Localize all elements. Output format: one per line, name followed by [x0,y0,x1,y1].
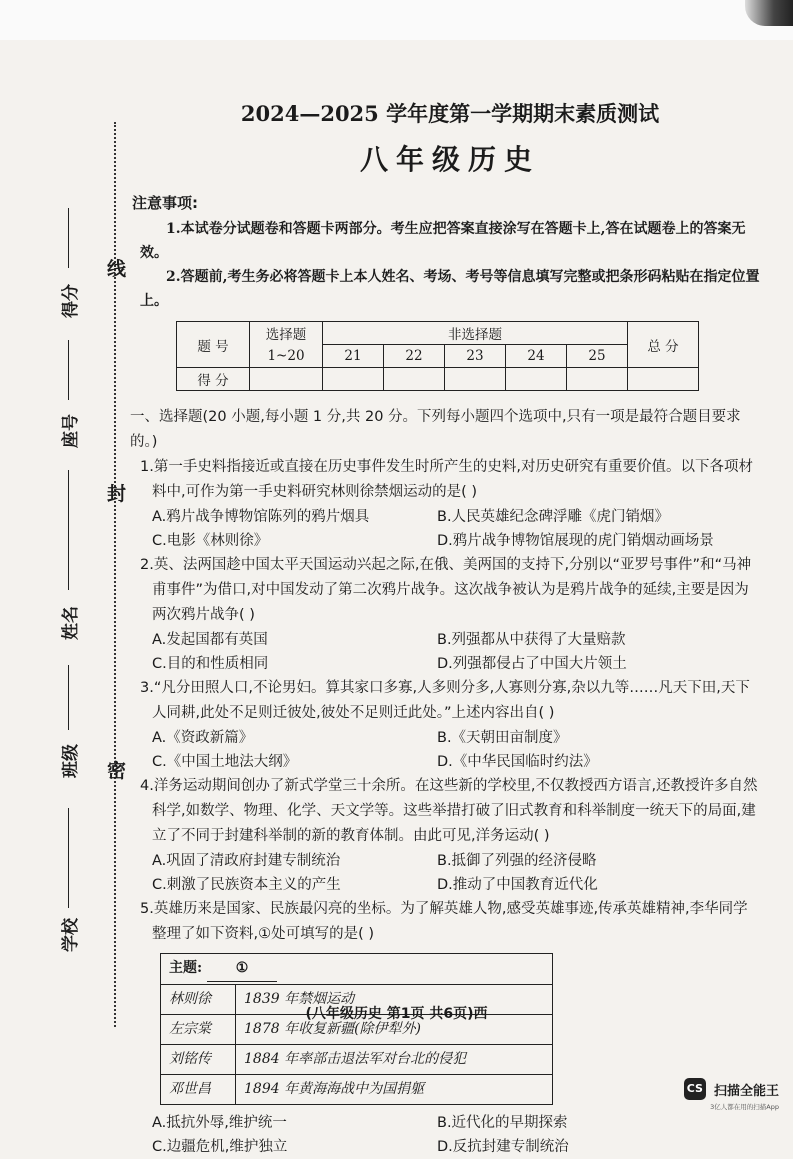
score-col-choice-range: 1~20 [250,345,323,368]
page-footer: (八年级历史 第1页 共6页)西 [305,1006,488,1022]
score-col-choice: 选择题 [250,322,323,345]
score-col-25: 25 [567,345,628,368]
question-stem: 3.“凡分田照人口,不论男妇。算其家口多寡,人多则分多,人寡则分寡,杂以九等……凡天下田,天下人同耕,此处不足则迁彼处,彼处不足则迁此处。”上述内容出自( ) [140,680,750,721]
seal-char-feng: 封 [107,483,127,505]
top-margin [0,0,793,40]
option-d[interactable]: D.《中华民国临时约法》 [437,754,598,770]
score-row-label: 得 分 [177,368,250,391]
scanner-name: 扫描全能王 [713,1083,779,1099]
option-c[interactable]: C.电影《林则徐》 [152,533,269,549]
seat-blank [68,340,69,400]
subject-title: 八年级历史 [359,143,540,176]
score-col-21: 21 [323,345,384,368]
note-item-1: 1.本试卷分试题卷和答题卡两部分。考生应把答案直接涂写在答题卡上,答在试题卷上的答案无效。 [140,221,746,261]
option-c[interactable]: C.目的和性质相同 [152,656,269,672]
option-d[interactable]: D.列强都侵占了中国大片领土 [437,656,627,672]
option-c[interactable]: C.边疆危机,维护独立 [152,1139,288,1155]
note-item-2: 2.答题前,考生务必将答题卡上本人姓名、考场、考号等信息填写完整或把条形码粘贴在指定位置上。 [140,269,760,309]
score-cell-21[interactable] [323,368,384,391]
scanner-logo-icon: CS [684,1078,706,1100]
hero-table [160,953,553,1105]
hero-theme-row [161,954,553,985]
sidebar-label-score: 得分 [61,284,81,318]
option-b[interactable]: B.近代化的早期探索 [437,1115,568,1131]
score-cell-23[interactable] [445,368,506,391]
score-col-23: 23 [445,345,506,368]
hero-event: 1894 年黄海海战中为国捐躯 [236,1075,553,1105]
score-col-24: 24 [506,345,567,368]
option-b[interactable]: B.《天朝田亩制度》 [437,730,568,746]
question-stem: 4.洋务运动期间创办了新式学堂三十余所。在这些新的学校里,不仅教授西方语言,还教授许多自然科学,如数学、物理、化学、天文学等。这些举措打破了旧式教育和科举制度一统天下的局面,建立了不同于封建科举制的新的教育体制。由此可见,洋务运动( ) [140,778,758,844]
hero-name: 邓世昌 [161,1075,236,1105]
scanner-slogan: 3亿人都在用的扫描App [710,1103,779,1111]
question-stem: 5.英雄历来是国家、民族最闪亮的坐标。为了解英雄人物,感受英雄事迹,传承英雄精神,李华同学整理了如下资料,①处可填写的是( ) [140,901,748,942]
table-row [161,1075,553,1105]
question-1 [140,455,760,553]
score-blank [68,208,69,268]
score-cell-22[interactable] [384,368,445,391]
score-cell-total[interactable] [628,368,699,391]
scanner-watermark [684,1078,779,1111]
option-d[interactable]: D.推动了中国教育近代化 [437,877,598,893]
section-choice-heading: 一、选择题(20 小题,每小题 1 分,共 20 分。下列每小题四个选项中,只有一项是最符合题目要求的。) [130,409,741,450]
option-b[interactable]: B.列强都从中获得了大量赔款 [437,632,626,648]
scan-corner-shadow [745,0,793,26]
option-d[interactable]: D.反抗封建专制统治 [437,1139,569,1155]
score-col-nonchoice: 非选择题 [323,322,628,345]
school-blank [68,808,69,908]
hero-theme-blank: ① [207,956,277,982]
hero-theme-label: 主题: [169,960,203,976]
option-b[interactable]: B.抵御了列强的经济侵略 [437,853,597,869]
option-a[interactable]: A.发起国都有英国 [152,632,268,648]
question-2 [140,553,760,676]
question-5 [140,897,760,1159]
notes-heading: 注意事项: [132,194,198,212]
question-3 [140,676,760,774]
hero-event: 1884 年率部击退法军对台北的侵犯 [236,1045,553,1075]
score-table [176,321,699,391]
score-cell-choice[interactable] [250,368,323,391]
name-blank [68,470,69,590]
hero-event: 1839 年禁烟运动 [236,985,553,1015]
option-a[interactable]: A.抵抗外辱,维护统一 [152,1115,287,1131]
option-a[interactable]: A.巩固了清政府封建专制统治 [152,853,341,869]
question-stem: 1.第一手史料指接近或直接在历史事件发生时所产生的史料,对历史研究有重要价值。以下各项材料中,可作为第一手史料研究林则徐禁烟运动的是( ) [140,459,753,500]
hero-name: 刘铭传 [161,1045,236,1075]
hero-name: 林则徐 [161,985,236,1015]
table-row [161,1045,553,1075]
option-c[interactable]: C.《中国土地法大纲》 [152,754,298,770]
question-4 [140,774,760,897]
question-stem: 2.英、法两国趁中国太平天国运动兴起之际,在俄、美两国的支持下,分别以“亚罗号事件”和“马神甫事件”为借口,对中国发动了第二次鸦片战争。这次战争被认为是鸦片战争的延续,主要是因为两次鸦片战争( ) [140,557,752,623]
score-cell-25[interactable] [567,368,628,391]
exam-content [130,98,760,1159]
seal-char-xian: 线 [107,258,127,280]
score-col-total: 总 分 [628,322,699,368]
seal-char-mi: 密 [107,760,127,782]
score-col-question: 题 号 [177,322,250,368]
sidebar-label-seat: 座号 [61,414,81,448]
score-cell-24[interactable] [506,368,567,391]
option-a[interactable]: A.《资政新篇》 [152,730,254,746]
option-d[interactable]: D.鸦片战争博物馆展现的虎门销烟动画场景 [437,533,714,549]
exam-title: 2024—2025 学年度第一学期期末素质测试 [240,101,660,126]
hero-event: 1878 年收复新疆(除伊犁外) [236,1015,553,1045]
score-col-22: 22 [384,345,445,368]
sidebar-label-class: 班级 [61,744,81,778]
option-a[interactable]: A.鸦片战争博物馆陈列的鸦片烟具 [152,509,370,525]
sidebar-label-name: 姓名 [61,606,81,640]
option-c[interactable]: C.刺激了民族资本主义的产生 [152,877,341,893]
option-b[interactable]: B.人民英雄纪念碑浮雕《虎门销烟》 [437,509,670,525]
hero-name: 左宗棠 [161,1015,236,1045]
sidebar-label-school: 学校 [61,918,81,952]
class-blank [68,665,69,730]
